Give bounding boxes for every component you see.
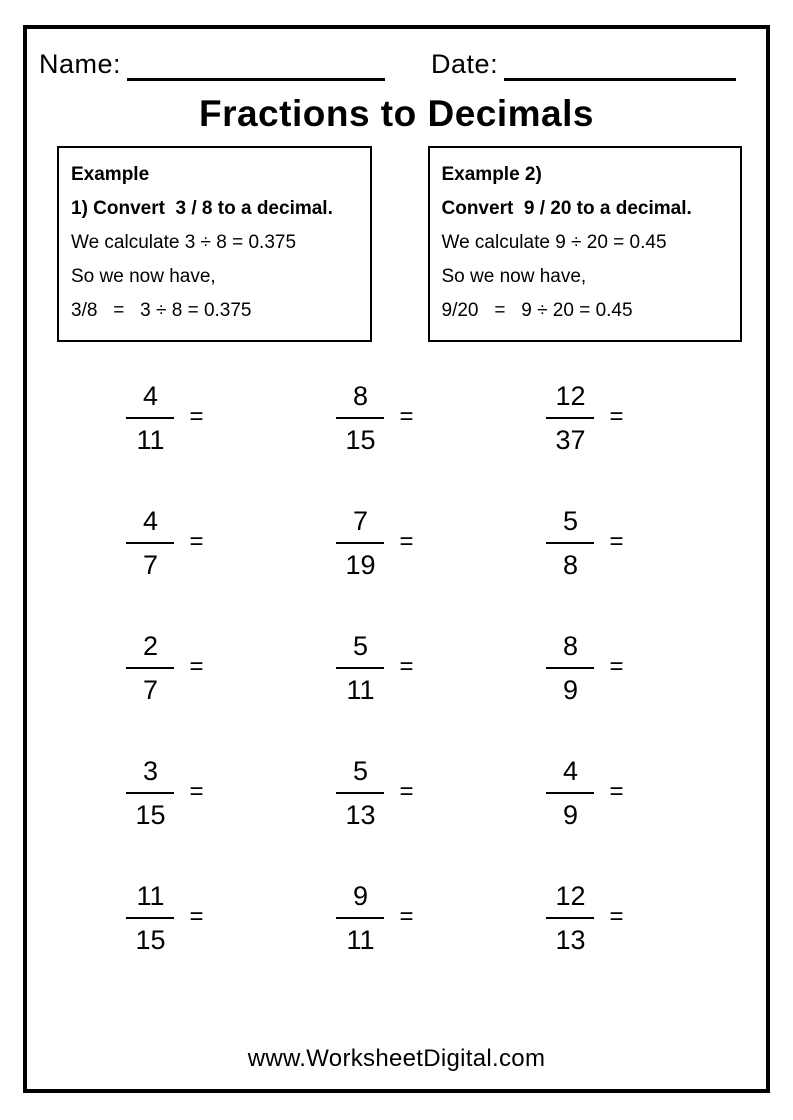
example-1-step1: We calculate 3 ÷ 8 = 0.375 [71, 232, 297, 253]
equals-sign: = [189, 402, 204, 430]
fraction-denominator: 15 [135, 925, 166, 955]
fraction [546, 383, 594, 454]
fraction-numerator: 12 [555, 881, 586, 911]
problem-cell [60, 606, 270, 731]
fraction [546, 508, 594, 579]
fraction [126, 758, 174, 829]
equals-sign: = [189, 527, 204, 555]
date-field [431, 47, 736, 81]
problem-cell [480, 356, 690, 481]
fraction-denominator: 9 [562, 800, 578, 830]
fraction-numerator: 8 [352, 381, 368, 411]
fraction-denominator: 15 [135, 800, 166, 830]
equals-sign: = [609, 527, 624, 555]
problem-cell [480, 856, 690, 981]
name-blank-line [127, 51, 385, 81]
fraction-denominator: 7 [142, 550, 158, 580]
problem-cell [60, 856, 270, 981]
equals-sign: = [609, 902, 624, 930]
fraction-numerator: 4 [142, 506, 158, 536]
problem-cell [480, 731, 690, 856]
fraction [126, 508, 174, 579]
example-2-result: 9/20 = 9 ÷ 20 = 0.45 [441, 300, 633, 321]
fraction [336, 383, 384, 454]
problem-cell [480, 606, 690, 731]
equals-sign: = [189, 902, 204, 930]
fraction-denominator: 15 [345, 425, 376, 455]
fraction [546, 633, 594, 704]
fraction-numerator: 3 [142, 756, 158, 786]
example-box-1 [57, 146, 372, 342]
fraction [126, 633, 174, 704]
fraction-numerator: 4 [562, 756, 578, 786]
equals-sign: = [399, 777, 414, 805]
fraction-denominator: 11 [346, 675, 375, 705]
fraction-denominator: 11 [136, 425, 165, 455]
fraction [336, 633, 384, 704]
equals-sign: = [399, 402, 414, 430]
fraction-denominator: 19 [345, 550, 376, 580]
worksheet-page [23, 25, 770, 1093]
fraction-numerator: 9 [352, 881, 368, 911]
name-field [39, 47, 385, 81]
fraction-denominator: 7 [142, 675, 158, 705]
example-2-step1: We calculate 9 ÷ 20 = 0.45 [441, 232, 667, 253]
fraction-numerator: 11 [136, 881, 165, 911]
equals-sign: = [609, 652, 624, 680]
example-2-heading: Example 2) [441, 164, 542, 185]
fraction-numerator: 5 [562, 506, 578, 536]
name-label: Name: [39, 49, 122, 79]
example-box-2 [428, 146, 743, 342]
fraction [546, 758, 594, 829]
fraction [126, 383, 174, 454]
fraction-denominator: 11 [346, 925, 375, 955]
example-2-problem: Convert 9 / 20 to a decimal. [441, 198, 692, 219]
footer-website: www.WorksheetDigital.com [247, 1045, 546, 1072]
example-1-result: 3/8 = 3 ÷ 8 = 0.375 [71, 300, 252, 321]
problem-cell [60, 481, 270, 606]
fraction-denominator: 37 [555, 425, 586, 455]
fraction-numerator: 2 [142, 631, 158, 661]
example-1-problem: 1) Convert 3 / 8 to a decimal. [71, 198, 333, 219]
examples-section [27, 146, 766, 342]
date-blank-line [504, 51, 736, 81]
fraction [336, 883, 384, 954]
fraction [336, 758, 384, 829]
example-1-step2: So we now have, [71, 266, 216, 287]
fraction-numerator: 8 [562, 631, 578, 661]
fraction-numerator: 12 [555, 381, 586, 411]
fraction-numerator: 7 [352, 506, 368, 536]
fraction-denominator: 8 [562, 550, 578, 580]
problem-cell [270, 481, 480, 606]
equals-sign: = [609, 777, 624, 805]
problem-cell [480, 481, 690, 606]
fraction [336, 508, 384, 579]
fraction [546, 883, 594, 954]
problem-cell [60, 731, 270, 856]
fraction-denominator: 9 [562, 675, 578, 705]
fraction-numerator: 5 [352, 631, 368, 661]
fraction-denominator: 13 [345, 800, 376, 830]
problems-grid [27, 356, 766, 981]
problem-cell [60, 356, 270, 481]
fraction [126, 883, 174, 954]
fraction-numerator: 5 [352, 756, 368, 786]
fraction-denominator: 13 [555, 925, 586, 955]
problem-cell [270, 731, 480, 856]
page-title: Fractions to Decimals [198, 93, 594, 134]
equals-sign: = [189, 777, 204, 805]
example-2-step2: So we now have, [441, 266, 587, 287]
equals-sign: = [399, 527, 414, 555]
equals-sign: = [609, 402, 624, 430]
date-label: Date: [431, 49, 499, 79]
problem-cell [270, 606, 480, 731]
equals-sign: = [189, 652, 204, 680]
fraction-numerator: 4 [142, 381, 158, 411]
example-1-heading: Example [71, 164, 150, 185]
problem-cell [270, 856, 480, 981]
equals-sign: = [399, 652, 414, 680]
equals-sign: = [399, 902, 414, 930]
header [39, 47, 712, 81]
problem-cell [270, 356, 480, 481]
